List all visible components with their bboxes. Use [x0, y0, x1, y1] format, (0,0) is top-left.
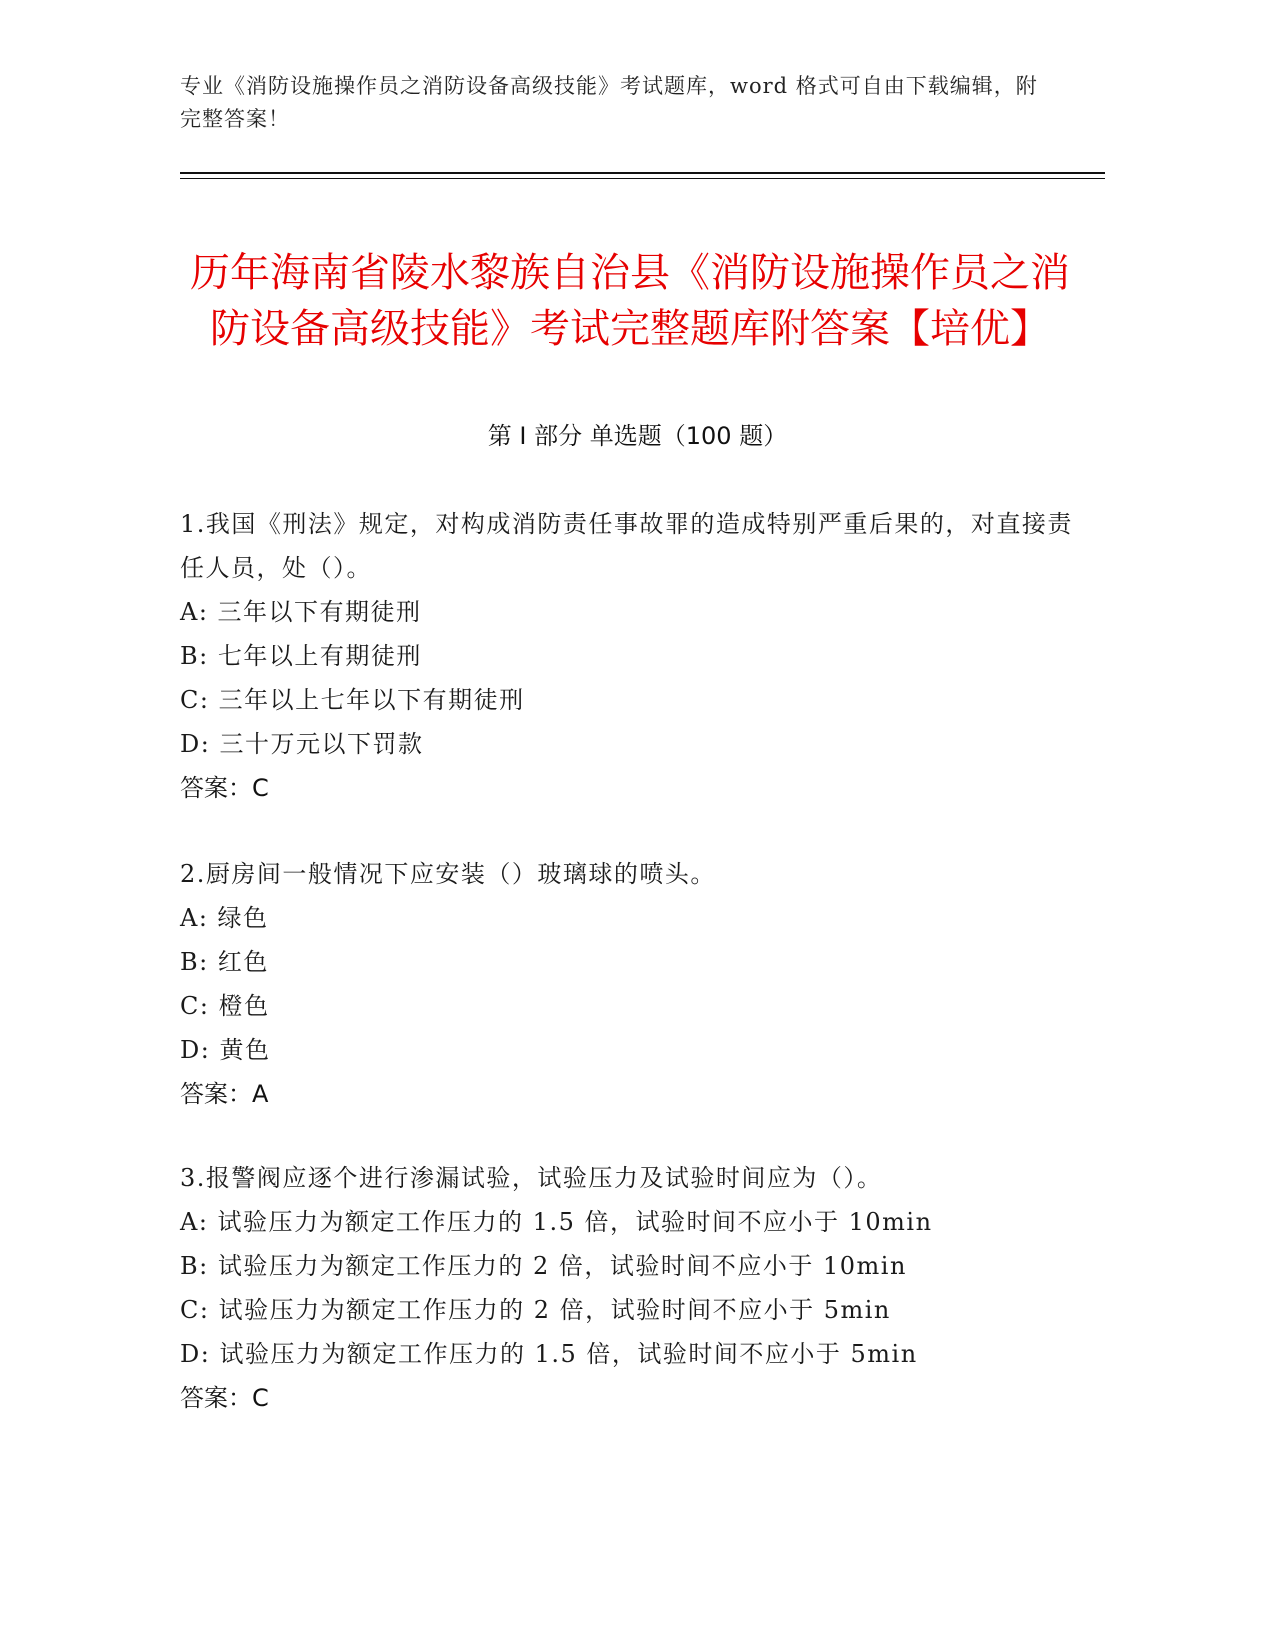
option-c: C: 三年以上七年以下有期徒刑: [180, 686, 525, 714]
document-title: 历年海南省陵水黎族自治县《消防设施操作员之消防设备高级技能》考试完整题库附答案【培优】: [190, 249, 1070, 352]
option-b: B: 红色: [180, 948, 269, 976]
header-divider-thin: [180, 178, 1105, 179]
option-b: B: 试验压力为额定工作压力的 2 倍，试验时间不应小于 10min: [180, 1252, 907, 1280]
option-a: A: 绿色: [180, 904, 269, 932]
question-stem: 1.我国《刑法》规定，对构成消防责任事故罪的造成特别严重后果的，对直接责任人员，处（）。: [180, 510, 1073, 582]
header-divider-thick: [180, 172, 1105, 174]
option-d: D: 黄色: [180, 1036, 271, 1064]
option-a: A: 三年以下有期徒刑: [180, 598, 422, 626]
question-1: [180, 502, 1080, 810]
header-note: 专业《消防设施操作员之消防设备高级技能》考试题库，word 格式可自由下载编辑，附完整答案！: [180, 74, 1038, 131]
question-2: [180, 852, 1080, 1116]
answer: 答案：A: [180, 1080, 269, 1108]
question-stem: 2.厨房间一般情况下应安装（）玻璃球的喷头。: [180, 860, 716, 888]
option-c: C: 试验压力为额定工作压力的 2 倍，试验时间不应小于 5min: [180, 1296, 891, 1324]
option-c: C: 橙色: [180, 992, 270, 1020]
answer: 答案：C: [180, 774, 269, 802]
option-d: D: 三十万元以下罚款: [180, 730, 424, 758]
answer: 答案：C: [180, 1384, 269, 1412]
section-heading: 第 I 部分 单选题（100 题）: [487, 422, 788, 450]
option-d: D: 试验压力为额定工作压力的 1.5 倍，试验时间不应小于 5min: [180, 1340, 918, 1368]
option-a: A: 试验压力为额定工作压力的 1.5 倍，试验时间不应小于 10min: [180, 1208, 933, 1236]
option-b: B: 七年以上有期徒刑: [180, 642, 422, 670]
question-3: [180, 1156, 1080, 1420]
question-stem: 3.报警阀应逐个进行渗漏试验，试验压力及试验时间应为（）。: [180, 1164, 883, 1192]
